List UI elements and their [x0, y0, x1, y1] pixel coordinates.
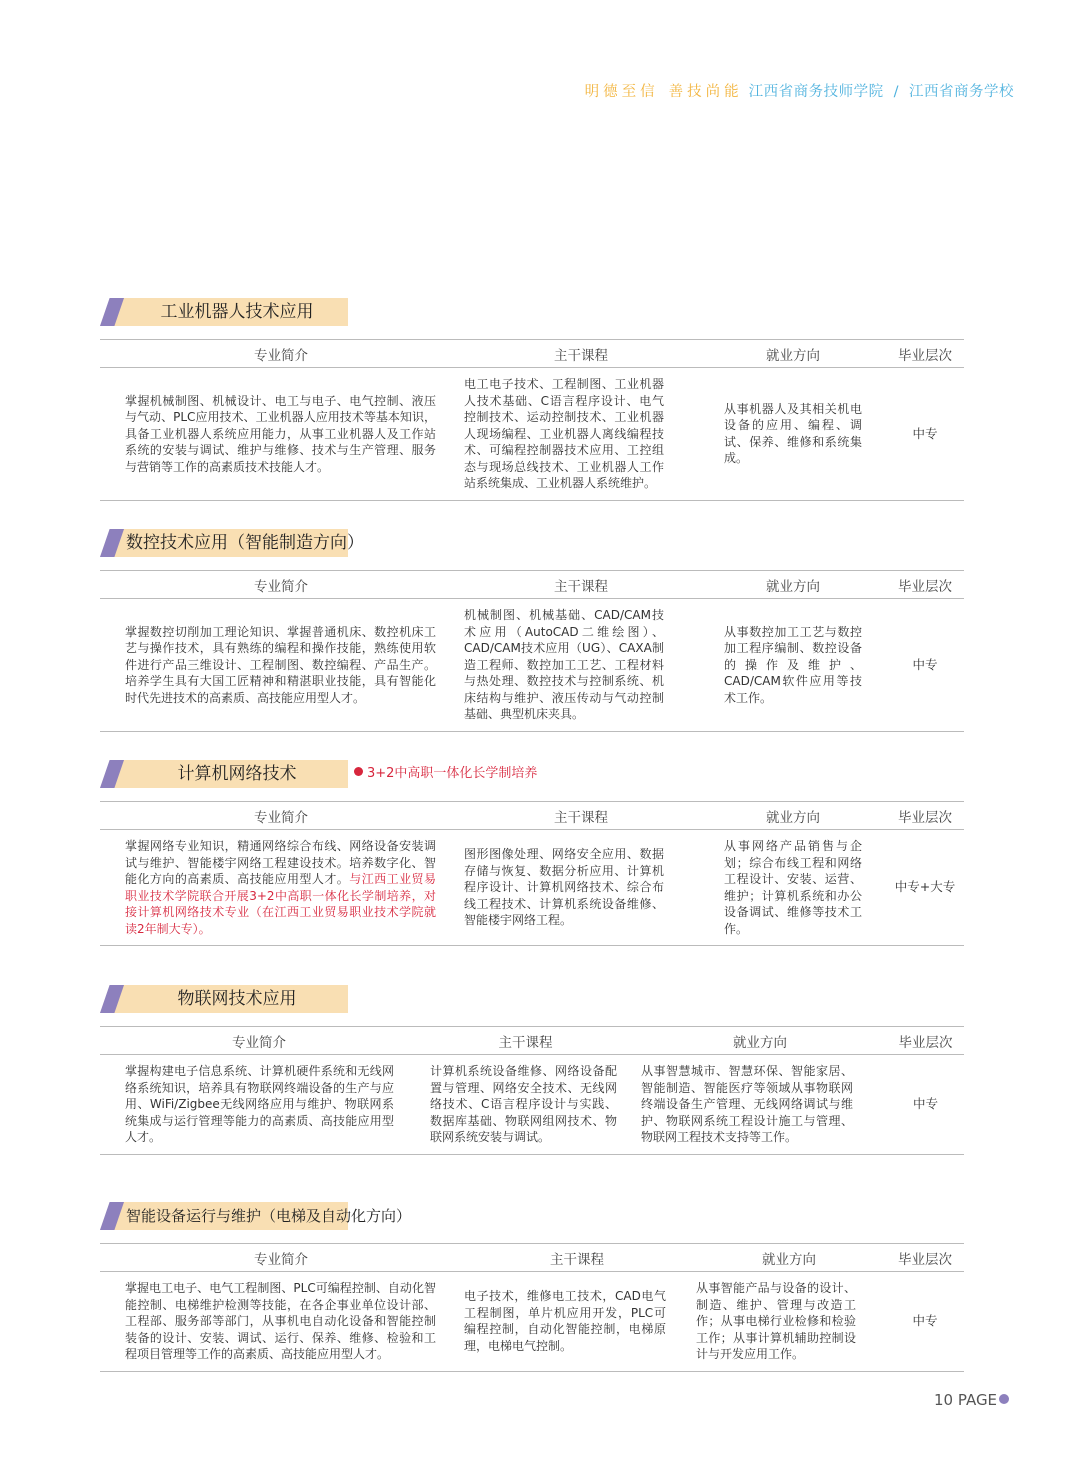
- program-section-smart-equipment: [100, 1202, 964, 1372]
- career-cell: 从事网络产品销售与企划；综合布线工程和网络工程设计、安装、运营、维护；计算机系统和办公设备调试、维修等技术工作。: [700, 830, 886, 946]
- career-cell: 从事机器人及其相关机电设备的应用、编程、调试、保养、维修和系统集成。: [700, 368, 886, 501]
- career-cell: 从事数控加工工艺与数控加工程序编制、数控设备的操作及维护、CAD/CAM软件应用等技术工作。: [700, 599, 886, 732]
- level-cell: 中专: [886, 1272, 964, 1372]
- header-courses: 主干课程: [462, 571, 700, 599]
- motto-1: 明德至信: [584, 84, 659, 100]
- program-section-iot: [100, 985, 964, 1155]
- program-section-network: [100, 760, 964, 946]
- page-label: 10 PAGE: [934, 1391, 998, 1409]
- header-career: 就业方向: [700, 340, 886, 368]
- table-row: [100, 368, 964, 501]
- header-career: 就业方向: [692, 1244, 886, 1272]
- courses-cell: 计算机系统设备维修、网络设备配置与管理、网络安全技术、无线网络技术、C语言程序设计与实践、数据库基础、物联网组网技术、物联网系统安装与调试。: [418, 1055, 633, 1155]
- header-intro: 专业简介: [100, 1027, 418, 1055]
- career-cell: 从事智能产品与设备的设计、制造、维护、管理与改造工作；从事电梯行业检修和检验工作；从事计算机辅助控制设计与开发应用工作。: [692, 1272, 886, 1372]
- header-courses: 主干课程: [418, 1027, 633, 1055]
- intro-cell: [100, 830, 462, 946]
- program-table: [100, 570, 964, 732]
- header-intro: 专业简介: [100, 802, 462, 830]
- school-name-1: 江西省商务技师学院: [748, 84, 884, 100]
- header-level: 毕业层次: [886, 802, 964, 830]
- courses-cell: 电子技术，维修电工技术，CAD电气工程制图，单片机应用开发，PLC可编程控制，自动化智能控制，电梯原理，电梯电气控制。: [462, 1272, 692, 1372]
- program-section-cnc: [100, 529, 964, 732]
- program-table: [100, 1026, 964, 1155]
- page-number: [934, 1391, 1009, 1409]
- red-dot-icon: [354, 767, 363, 776]
- career-cell: 从事智慧城市、智慧环保、智能家居、智能制造、智能医疗等领域从事物联网终端设备生产管理、无线网络调试与维护、物联网系统工程设计施工与管理、物联网工程技术支持等工作。: [633, 1055, 887, 1155]
- program-table: [100, 801, 964, 946]
- table-row: [100, 1055, 964, 1155]
- motto-2: 善技尚能: [668, 84, 743, 100]
- section-title-block: [100, 985, 964, 1015]
- courses-cell: 图形图像处理、网络安全应用、数据存储与恢复、数据分析应用、计算机程序设计、计算机网络技术、综合布线工程技术、计算机系统设备维修、智能楼宇网络工程。: [462, 830, 700, 946]
- header-career: 就业方向: [633, 1027, 887, 1055]
- section-title: 智能设备运行与维护（电梯及自动化方向）: [126, 1207, 412, 1225]
- section-title: 物联网技术应用: [177, 989, 297, 1009]
- table-row: [100, 1272, 964, 1372]
- header-separator: /: [893, 84, 899, 100]
- header-intro: 专业简介: [100, 571, 462, 599]
- table-header-row: [100, 571, 964, 599]
- table-header-row: [100, 802, 964, 830]
- header-slogan: [585, 80, 1014, 101]
- level-cell: 中专+大专: [886, 830, 964, 946]
- header-level: 毕业层次: [886, 340, 964, 368]
- section-title-block: [100, 298, 964, 328]
- courses-cell: 电工电子技术、工程制图、工业机器人技术基础、C语言程序设计、电气控制技术、运动控制技术、工业机器人现场编程、工业机器人离线编程技术、可编程控制器技术应用、工控组态与现场总线技术、工业机器人工作站系统集成、工业机器人系统维护。: [462, 368, 700, 501]
- table-header-row: [100, 1244, 964, 1272]
- header-courses: 主干课程: [462, 802, 700, 830]
- school-name-2: 江西省商务学校: [909, 84, 1014, 100]
- intro-highlight: 与江西工业贸易职业技术学院联合开展3+2中高职一体化长学制培养，对接计算机网络技术专业（在江西工业贸易职业技术学院就读2年制大专）。: [125, 872, 436, 936]
- header-career: 就业方向: [700, 802, 886, 830]
- intro-cell: 掌握机械制图、机械设计、电工与电子、电气控制、液压与气动、PLC应用技术、工业机器人应用技术等基本知识，具备工业机器人系统应用能力，从事工业机器人及工作站系统的安装与调试、维护与维修、技术与生产管理、服务与营销等工作的高素质技术技能人才。: [100, 368, 462, 501]
- page-dot-icon: [999, 1394, 1009, 1404]
- section-title-block: [100, 760, 964, 790]
- table-header-row: [100, 340, 964, 368]
- header-level: 毕业层次: [886, 1244, 964, 1272]
- header-courses: 主干课程: [462, 1244, 692, 1272]
- program-table: [100, 1243, 964, 1372]
- program-section-industrial-robot: [100, 298, 964, 501]
- note-text: 3+2中高职一体化长学制培养: [367, 766, 538, 781]
- program-table: [100, 339, 964, 501]
- program-note: [354, 760, 537, 788]
- header-career: 就业方向: [700, 571, 886, 599]
- level-cell: 中专: [887, 1055, 964, 1155]
- intro-text: 掌握网络专业知识，精通网络综合布线、网络设备安装调试与维护、智能楼宇网络工程建设技术。培养数字化、智能化方向的高素质、高技能应用型人才。: [125, 839, 436, 886]
- table-header-row: [100, 1027, 964, 1055]
- intro-cell: 掌握电工电子、电气工程制图、PLC可编程控制、自动化智能控制、电梯维护检测等技能，在各企事业单位设计部、工程部、服务部等部门，从事机电自动化设备和智能控制装备的设计、安装、调试、运行、保养、维修、检验和工程项目管理等工作的高素质、高技能应用型人才。: [100, 1272, 462, 1372]
- section-title: 数控技术应用（智能制造方向）: [126, 533, 364, 553]
- header-level: 毕业层次: [886, 571, 964, 599]
- table-row: [100, 830, 964, 946]
- courses-cell: 机械制图、机械基础、CAD/CAM技术应用（AutoCAD二维绘图）、CAD/CAM技术应用（UG）、CAXA制造工程师、数控加工工艺、工程材料与热处理、数控技术与控制系统、机床结构与维护、液压传动与气动控制基础、典型机床夹具。: [462, 599, 700, 732]
- header-intro: 专业简介: [100, 340, 462, 368]
- section-title-block: [100, 1202, 964, 1232]
- intro-cell: 掌握数控切削加工理论知识、掌握普通机床、数控机床工艺与操作技术，具有熟练的编程和操作技能，熟练使用软件进行产品三维设计、工程制图、数控编程、产品生产。培养学生具有大国工匠精神和精湛职业技能，具有智能化时代先进技术的高素质、高技能应用型人才。: [100, 599, 462, 732]
- intro-cell: 掌握构建电子信息系统、计算机硬件系统和无线网络系统知识，培养具有物联网终端设备的生产与应用、WiFi/Zigbee无线网络应用与维护、物联网系统集成与运行管理等能力的高素质、高技能应用型人才。: [100, 1055, 418, 1155]
- level-cell: 中专: [886, 599, 964, 732]
- header-intro: 专业简介: [100, 1244, 462, 1272]
- header-level: 毕业层次: [887, 1027, 964, 1055]
- section-title-block: [100, 529, 964, 559]
- section-title: 工业机器人技术应用: [160, 302, 314, 322]
- level-cell: 中专: [886, 368, 964, 501]
- table-row: [100, 599, 964, 732]
- header-courses: 主干课程: [462, 340, 700, 368]
- section-title: 计算机网络技术: [177, 764, 297, 784]
